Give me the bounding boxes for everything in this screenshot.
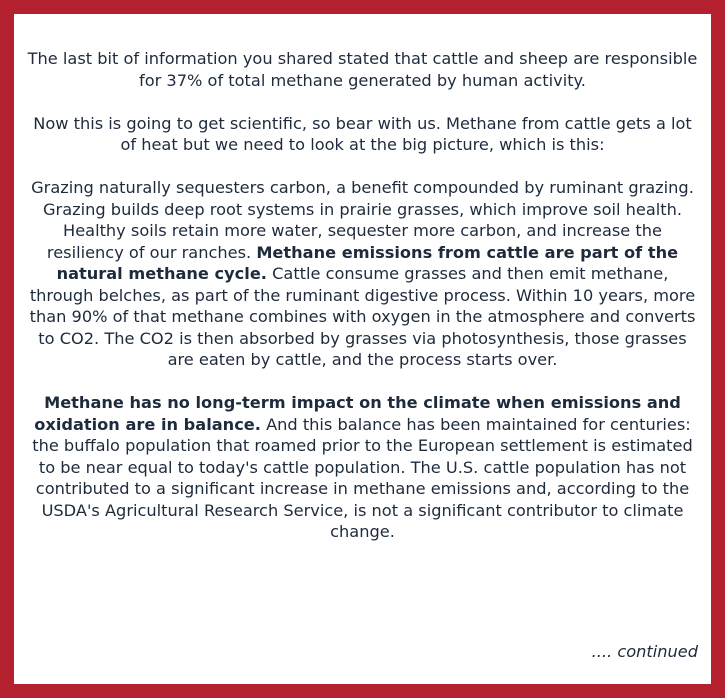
paragraph-cattle-sheep-share [24, 48, 701, 91]
paragraph-text: The last bit of information you shared stated that cattle and sheep are responsible for 37% of total methane generated by human activity. [27, 49, 698, 90]
continued-note: .... continued [591, 642, 698, 661]
paragraph-grazing-cycle [24, 177, 701, 371]
bold-statement-methane-cycle: Methane emissions from cattle are part of the natural methane cycle. [56, 242, 679, 283]
body-text [24, 48, 701, 564]
paragraph-text: Now this is going to get scientific, so bear with us. Methane from cattle gets a lot of heat but we need to look at the big picture, which is this: [33, 113, 692, 154]
paragraph-text: Grazing naturally sequesters carbon, a benefit compounded by ruminant grazing. Grazing builds deep root systems in prairie grasses, which improve soil health. Healthy soils retain more water, sequester more carbon, and increase the resiliency of our ranches. [31, 178, 694, 262]
bold-statement-no-long-term-impact: Methane has no long-term impact on the climate when emissions and oxidation are in balance. [34, 393, 681, 434]
paragraph-text: Cattle consume grasses and then emit methane, through belches, as part of the ruminant digestive process. Within 10 years, more than 90% of that methane combines with oxygen in the atmosphere and converts to CO2. The CO2 is then absorbed by grasses via photosynthesis, those grasses are eaten by cattle, and the process starts over. [29, 264, 696, 369]
paragraph-text: And this balance has been maintained for centuries: the buffalo population that roamed prior to the European settlement is estimated to be near equal to today's cattle population. The U.S. cattle population has not contributed to a significant increase in methane emissions and, according to the USDA's Agricultural Research Service, is not a significant contributor to climate change. [32, 414, 693, 541]
paragraph-scientific-intro [24, 113, 701, 156]
paragraph-long-term-impact [24, 392, 701, 543]
